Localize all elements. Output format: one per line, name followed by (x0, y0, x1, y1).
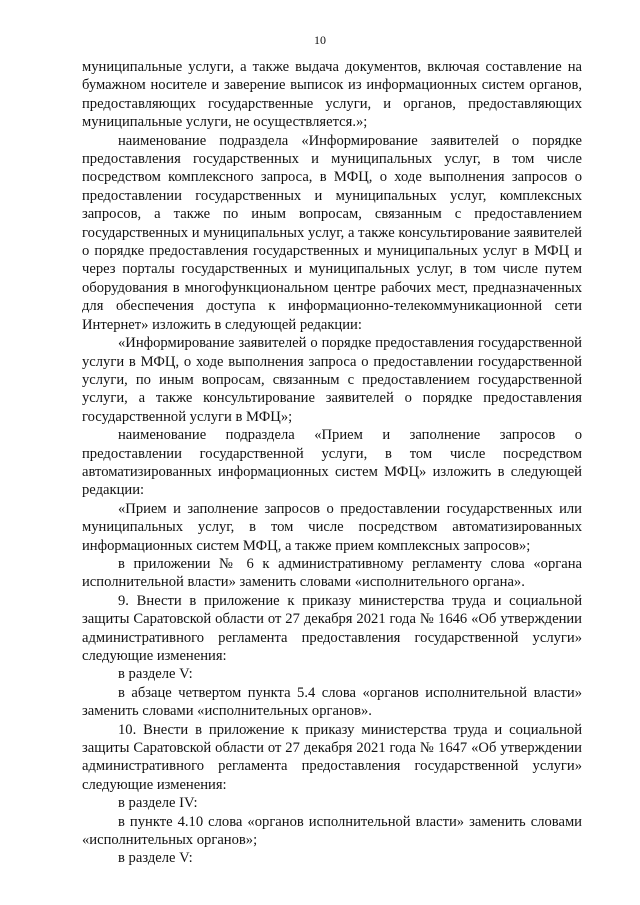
paragraph: 10. Внести в приложение к приказу министерства труда и социальной защиты Саратовской области от 27 декабря 2021 года № 1647 «Об утверждении административного регламента предоставления государственной услуги» следующие изменения: (82, 721, 582, 793)
paragraph: 9. Внести в приложение к приказу министерства труда и социальной защиты Саратовской области от 27 декабря 2021 года № 1646 «Об утверждении административного регламента предоставления государственной услуги» следующие изменения: (82, 592, 582, 664)
paragraph: в разделе V: (118, 850, 193, 867)
paragraph: в разделе IV: (118, 795, 198, 812)
paragraph: наименование подраздела «Прием и заполнение запросов о предоставлении государственной услуги, в том числе посредством автоматизированных информационных систем МФЦ» изложить в следующей редакции: (82, 427, 582, 499)
paragraph: наименование подраздела «Информирование заявителей о порядке предоставления государственных и муниципальных услуг, в том числе посредством комплексного запроса, в МФЦ, о ходе выполнения запросов о предоставлении государственных и муниципальных услуг, комплексных запросов, а также по иным вопросам, связанным с предоставлением государственных и муниципальных услуг, а также консультирование заявителей о порядке предоставления государственных и муниципальных услуг в МФЦ и через порталы государственных и муниципальных услуг, в том числе путем оборудования в многофункциональном центре рабочих мест, предназначенных для обеспечения доступа к информационно-телекоммуникационной сети Интернет» изложить в следующей редакции: (82, 132, 582, 333)
paragraph: в абзаце четвертом пункта 5.4 слова «органов исполнительной власти» заменить словами «исполнительных органов». (82, 684, 582, 720)
paragraph: в приложении № 6 к административному регламенту слова «органа исполнительной власти» заменить словами «исполнительного органа». (82, 555, 582, 591)
paragraph: муниципальные услуги, а также выдача документов, включая составление на бумажном носителе и заверение выписок из информационных систем органов, предоставляющих государственные услуги, и органов, предоставляющих муниципальные услуги, не осуществляется.»; (82, 59, 582, 131)
paragraph: в разделе V: (118, 666, 193, 683)
paragraph: «Информирование заявителей о порядке предоставления государственной услуги в МФЦ, о ходе выполнения запроса о предоставлении государственной услуги, по иным вопросам, связанным с предоставлением государственной услуги, а также консультирование заявителей о порядке предоставления государственной услуги в МФЦ»; (82, 335, 582, 425)
document-body (82, 58, 582, 868)
page-number: 10 (314, 33, 326, 47)
paragraph: в пункте 4.10 слова «органов исполнительной власти» заменить словами «исполнительных органов»; (82, 813, 582, 849)
paragraph: «Прием и заполнение запросов о предоставлении государственных или муниципальных услуг, в том числе посредством автоматизированных информационных систем МФЦ, а также прием комплексных запросов»; (82, 500, 582, 554)
